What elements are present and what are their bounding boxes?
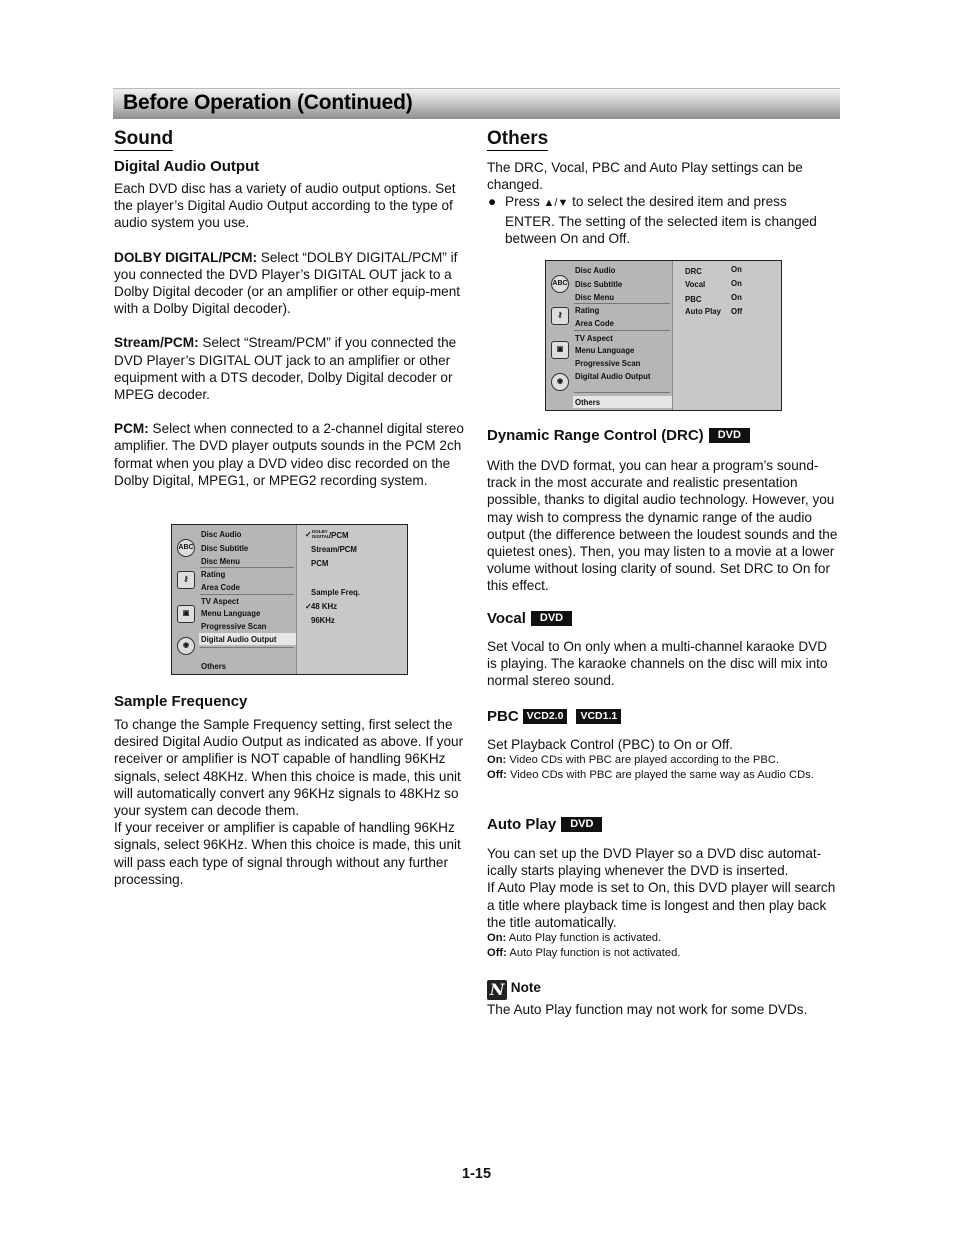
- note-label: Note: [510, 980, 541, 995]
- sample-frequency-p1: To change the Sample Frequency setting, first select the desired Digital Audio Output as indicated as above. If your receiver or amplifier is NOT capable of handling 96KHz signals, select 48KHz. When this choice is made, this unit will automatically convert any 96KHz signals to 48KHz so your system can decode them.: [114, 717, 464, 819]
- option-dolby-pcm: /PCM: [329, 531, 349, 540]
- menu-item-disc-menu: Disc Menu: [575, 293, 614, 302]
- stream-paragraph: [114, 334, 467, 403]
- sample-frequency-heading: Sample Frequency: [114, 693, 248, 710]
- tv-icon: ▣: [177, 605, 195, 623]
- note-icon: N: [487, 980, 507, 1000]
- pbc-section: [487, 707, 840, 783]
- check-mark: ✓: [305, 530, 312, 539]
- pcm-label: PCM:: [114, 421, 149, 437]
- note-heading: [487, 978, 840, 1000]
- pcm-text: Select when connected to a 2-channel digital stereo amplifier. The DVD player outputs sounds in the PCM 2ch format when you play a DVD video disc recorded on the Dolby Digital, MPEG1, or MPEG2 recording system.: [114, 421, 464, 488]
- dolby-logo: [312, 529, 330, 539]
- menu-item-disc-menu: Disc Menu: [201, 557, 240, 566]
- vocal-text: Set Vocal to On only when a multi-channel karaoke DVD is playing. The karaoke channels on the disc will mix into normal stereo sound.: [487, 639, 828, 689]
- auto-play-off-line: Off: Auto Play function is not activated.: [487, 947, 681, 960]
- stream-label: Stream/PCM:: [114, 335, 199, 351]
- dvd-badge: DVD: [561, 817, 602, 832]
- setting-drc-label: DRC: [685, 267, 702, 276]
- menu-item-others: Others: [201, 662, 227, 671]
- setting-drc-value: On: [731, 265, 742, 274]
- lock-icon: ⚷: [551, 307, 569, 325]
- sample-frequency-p2: If your receiver or amplifier is capable of handling 96KHz signals, select 96KHz. When this choice is made, this unit will pass each type of signal through without any further processing.: [114, 820, 461, 887]
- disc-audio-icon: ABC: [177, 539, 195, 557]
- digital-audio-output-heading: Digital Audio Output: [114, 158, 260, 175]
- vocal-section: [487, 609, 840, 690]
- menu-item-progressive-scan: Progressive Scan: [575, 359, 641, 368]
- option-96khz: 96KHz: [311, 616, 335, 625]
- menu-item-progressive-scan: Progressive Scan: [201, 622, 267, 631]
- vcd20-badge: VCD2.0: [523, 709, 568, 724]
- setting-auto-play-value: Off: [731, 307, 743, 316]
- pbc-on-line: On: Video CDs with PBC are played according to the PBC.: [487, 754, 780, 767]
- pbc-heading: PBC VCD2.0 VCD1.1: [487, 707, 840, 727]
- menu-item-disc-subtitle: Disc Subtitle: [575, 280, 623, 289]
- section-banner: [113, 88, 840, 119]
- pcm-paragraph: [114, 420, 467, 489]
- auto-play-on-line: On: Auto Play function is activated.: [487, 932, 662, 945]
- dolby-text: Select “DOLBY DIGITAL/PCM” if you connected the DVD Player’s DIGITAL OUT jack to a Dolby Digital decoder (or an amplifier or other equip-ment with a Dolby Digital decoder).: [114, 249, 461, 317]
- menu-item-tv-aspect: TV Aspect: [575, 334, 613, 343]
- option-48khz: 48 KHz: [311, 602, 337, 611]
- others-intro: The DRC, Vocal, PBC and Auto Play settings can be changed.: [487, 160, 803, 193]
- menu-item-digital-audio-output: Digital Audio Output: [201, 635, 277, 644]
- page-title: Before Operation (Continued): [123, 91, 413, 114]
- dolby-logo-line2: DIGITAL: [312, 534, 330, 539]
- menu-item-menu-language: Menu Language: [575, 346, 635, 355]
- sound-heading: Sound: [114, 128, 174, 149]
- option-sample-freq: Sample Freq.: [311, 588, 360, 597]
- sound-setup-menu-screenshot: [171, 524, 408, 675]
- vocal-heading: Vocal DVD: [487, 609, 840, 629]
- speaker-icon: ◉: [177, 637, 195, 655]
- disc-audio-icon: ABC: [551, 275, 569, 293]
- page-number: 1-15: [462, 1166, 492, 1182]
- pbc-off-line: Off: Video CDs with PBC are played the same way as Audio CDs.: [487, 769, 814, 782]
- bullet-dot: ●: [488, 194, 497, 210]
- dvd-badge: DVD: [709, 428, 750, 443]
- tv-icon: ▣: [551, 341, 569, 359]
- auto-play-section: [487, 815, 840, 961]
- sound-column: [114, 128, 467, 489]
- auto-play-heading: Auto Play DVD: [487, 815, 840, 835]
- menu-item-disc-subtitle: Disc Subtitle: [201, 544, 249, 553]
- check-mark: ✓: [305, 602, 312, 611]
- drc-section: [487, 426, 840, 595]
- setting-pbc-label: PBC: [685, 295, 702, 304]
- note-text: The Auto Play function may not work for some DVDs.: [487, 1002, 808, 1017]
- menu-item-disc-audio: Disc Audio: [201, 530, 242, 539]
- dolby-label: DOLBY DIGITAL/PCM:: [114, 249, 257, 265]
- option-stream-pcm: Stream/PCM: [311, 545, 357, 554]
- menu-item-digital-audio-output: Digital Audio Output: [575, 372, 651, 381]
- menu-item-disc-audio: Disc Audio: [575, 266, 616, 275]
- menu-item-rating: Rating: [575, 306, 600, 315]
- drc-text: With the DVD format, you can hear a program’s sound-track in the most accurate and realistic presentation possible, thanks to digital audio technology. However, you may wish to compress the dynamic range of the audio output (the difference between the loudest sounds and the quietest ones). Then, you may listen to a movie at a lower volume without losing clarity of sound. Set DRC to On for this effect.: [487, 458, 838, 594]
- menu-item-area-code: Area Code: [575, 319, 614, 328]
- lock-icon: ⚷: [177, 571, 195, 589]
- up-down-arrows-icon: ▲/▼: [543, 197, 569, 210]
- dvd-badge: DVD: [531, 611, 572, 626]
- setting-pbc-value: On: [731, 293, 742, 302]
- auto-play-p1: You can set up the DVD Player so a DVD disc automat-ically starts playing whenever the DVD is inserted.: [487, 846, 822, 879]
- option-pcm: PCM: [311, 559, 329, 568]
- vcd11-badge: VCD1.1: [576, 709, 621, 724]
- others-heading: Others: [487, 128, 549, 149]
- others-bullet: ● Press ▲/▼ to select the desired item and press ENTER. The setting of the selected item is changed between On and Off.: [488, 194, 817, 246]
- menu-item-others: Others: [575, 398, 601, 407]
- note-section: [487, 978, 840, 1018]
- menu-item-menu-language: Menu Language: [201, 609, 261, 618]
- dolby-logo-line1: DOLBY: [312, 529, 328, 534]
- auto-play-p2: If Auto Play mode is set to On, this DVD player will search a title where playback time is longest and then play back the title automatically.: [487, 880, 836, 930]
- menu-item-rating: Rating: [201, 570, 226, 579]
- drc-heading: Dynamic Range Control (DRC) DVD: [487, 426, 840, 446]
- menu-item-area-code: Area Code: [201, 583, 240, 592]
- stream-text: Select “Stream/PCM” if you connected the DVD Player’s DIGITAL OUT jack to an amplifier or other equipment with a DTS decoder, Dolby Digital decoder or MPEG decoder.: [114, 335, 457, 403]
- speaker-icon: ◉: [551, 373, 569, 391]
- others-setup-menu-screenshot: [545, 260, 782, 411]
- pbc-text: Set Playback Control (PBC) to On or Off.: [487, 737, 734, 752]
- others-column: [487, 128, 840, 247]
- setting-vocal-label: Vocal: [685, 280, 706, 289]
- sample-frequency-section: [114, 692, 467, 888]
- setting-auto-play-label: Auto Play: [685, 307, 721, 316]
- digital-audio-output-intro: Each DVD disc has a variety of audio output options. Set the player’s Digital Audio Output according to the type of audio system you use.: [114, 181, 456, 231]
- setting-vocal-value: On: [731, 279, 742, 288]
- dolby-paragraph: [114, 249, 467, 318]
- menu-item-tv-aspect: TV Aspect: [201, 597, 239, 606]
